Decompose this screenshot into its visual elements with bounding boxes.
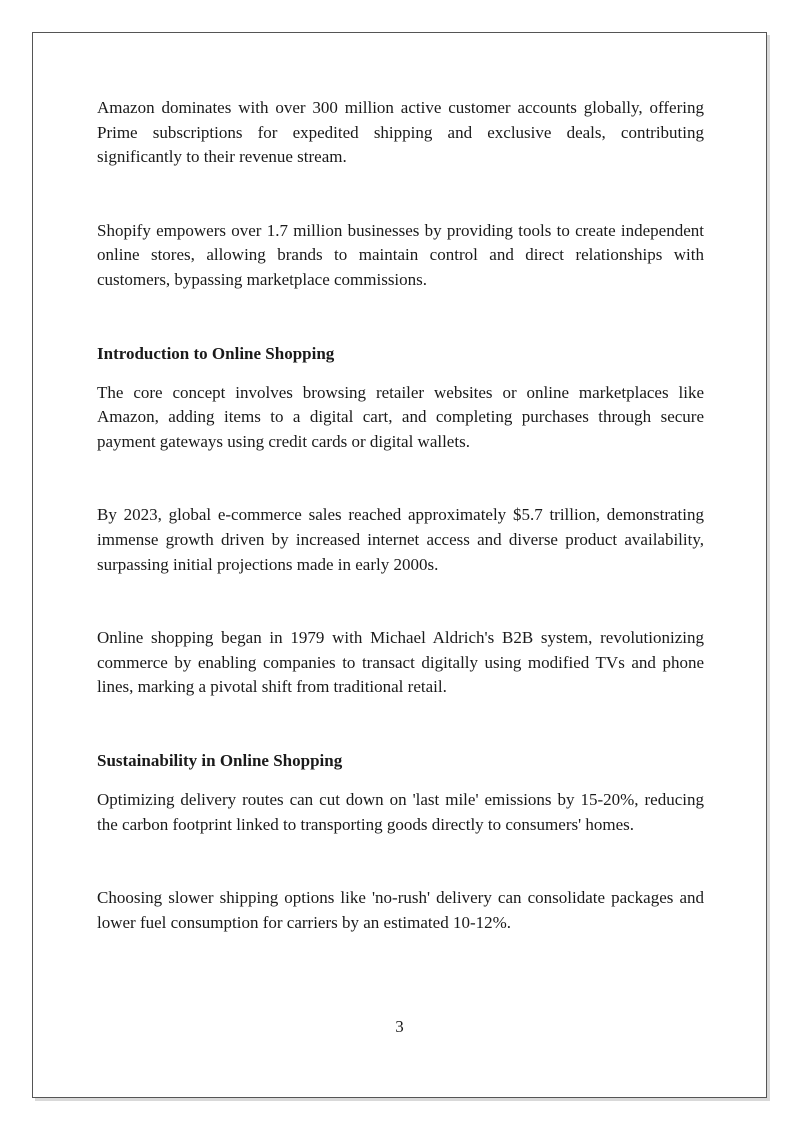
paragraph-shopify: Shopify empowers over 1.7 million businesses by providing tools to create independent online stores, allowing brands to maintain control and direct relationships with customers, bypassing marketplace commissions. [97, 220, 704, 289]
page-content [97, 96, 704, 935]
paragraph-history: Online shopping began in 1979 with Michael Aldrich's B2B system, revolutionizing commerce by enabling companies to transact digitally using modified TVs and phone lines, marking a pivotal shift from traditional retail. [97, 628, 704, 697]
section-heading-introduction: Introduction to Online Shopping [97, 343, 335, 363]
paragraph-core-concept: The core concept involves browsing retailer websites or online marketplaces like Amazon, adding items to a digital cart, and completing purchases through secure payment gateways using credit cards or digital wallets. [97, 382, 704, 451]
section-heading-sustainability: Sustainability in Online Shopping [97, 750, 343, 770]
paragraph-slower-shipping: Choosing slower shipping options like 'no-rush' delivery can consolidate packages and lower fuel consumption for carriers by an estimated 10-12%. [97, 888, 704, 932]
paragraph-ecommerce-sales: By 2023, global e-commerce sales reached approximately $5.7 trillion, demonstrating immense growth driven by increased internet access and diverse product availability, surpassing initial projections made in early 2000s. [97, 505, 704, 574]
page-number: 3 [395, 1017, 404, 1036]
paragraph-delivery-routes: Optimizing delivery routes can cut down on 'last mile' emissions by 15-20%, reducing the carbon footprint linked to transporting goods directly to consumers' homes. [97, 789, 704, 834]
document-page [32, 32, 767, 1098]
paragraph-amazon: Amazon dominates with over 300 million active customer accounts globally, offering Prime subscriptions for expedited shipping and exclusive deals, contributing significantly to their revenue stream. [97, 98, 704, 167]
